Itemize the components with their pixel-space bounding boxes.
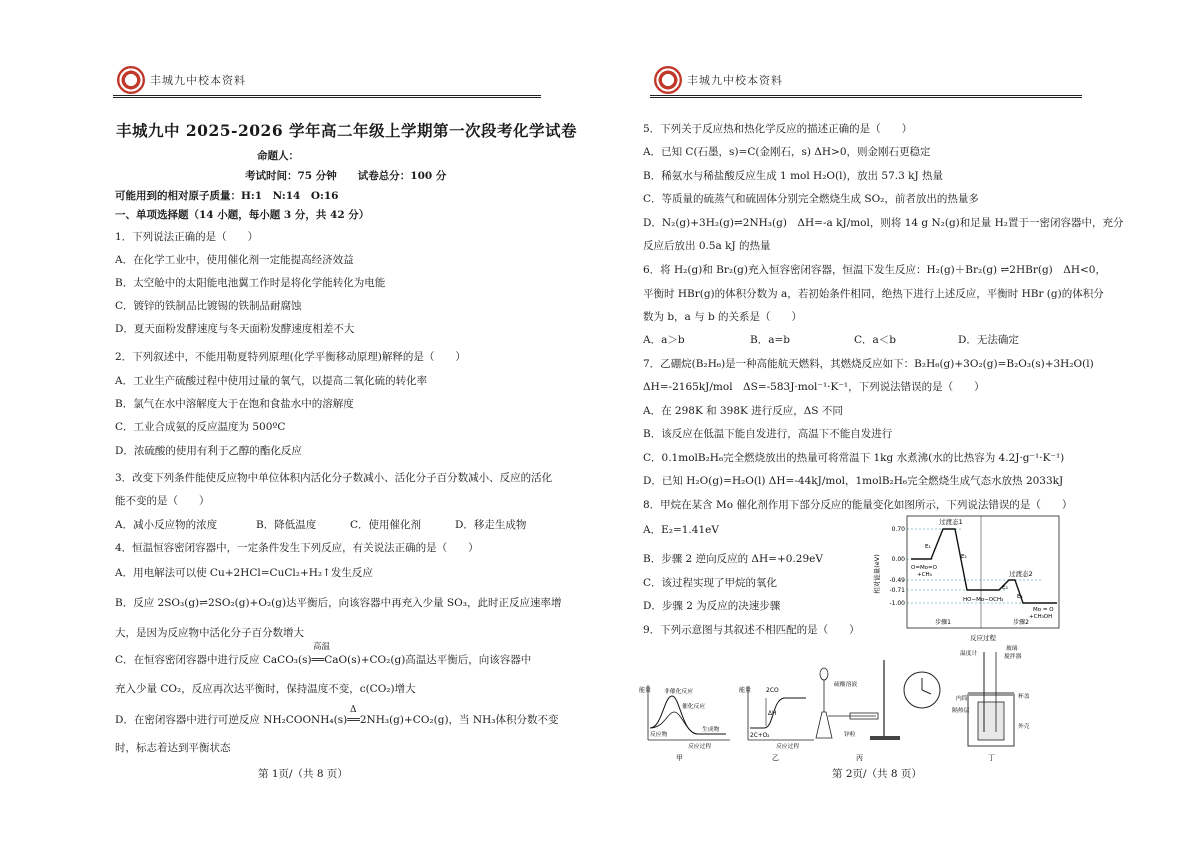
- q1-option-b: B．太空舱中的太阳能电池翼工作时是将化学能转化为电能: [115, 277, 386, 289]
- start-species-2: +CH₄: [917, 572, 932, 578]
- intermediate-species: HO−Mo−OCH₃: [963, 597, 1004, 603]
- q3-option-b: B．降低温度: [256, 519, 317, 531]
- yi-caption: 乙: [772, 754, 779, 762]
- y-tick: -1.00: [889, 600, 905, 607]
- q1-option-c: C．镀锌的铁制品比镀锡的铁制品耐腐蚀: [115, 300, 302, 312]
- acid-label: 硫酸溶液: [834, 682, 858, 688]
- q5-stem: 5．下列关于反应热和热化学反应的描述正确的是（ ）: [643, 123, 913, 135]
- header-rule: [650, 95, 1082, 98]
- school-logo-icon: [117, 66, 145, 94]
- uncatalyzed-label: 非催化反应: [664, 689, 693, 695]
- figure-yi: [736, 640, 816, 765]
- q1-stem: 1．下列说法正确的是（ ）: [115, 231, 259, 243]
- q5-option-c: C．等质量的硫蒸气和硫固体分别完全燃烧生成 SO₂，前者放出的热量多: [643, 193, 979, 205]
- q4-option-d-line2: 时，标志着达到平衡状态: [115, 742, 231, 754]
- q1-option-d: D．夏天面粉发酵速度与冬天面粉发酵速度相差不大: [115, 323, 355, 335]
- q7-option-b: B．该反应在低温下能自发进行，高温下不能自发进行: [643, 428, 893, 440]
- q8-option-c: C．该过程实现了甲烷的氧化: [643, 577, 778, 589]
- figure-jia: [634, 640, 734, 765]
- q6-line1: 6．将 H₂(g)和 Br₂(g)充入恒容密闭容器，恒温下发生反应：H₂(g)＋Br₂(g) ⇌2HBr(g) ΔH<0，: [643, 264, 1106, 276]
- y-tick: 0.70: [891, 526, 905, 533]
- q5-option-b: B．稀氨水与稀盐酸反应生成 1 mol H₂O(l)，放出 57.3 kJ 热量: [643, 170, 944, 182]
- separatory-funnel: [820, 668, 828, 680]
- q4-stem: 4．恒温恒容密闭容器中，一定条件发生下列反应，有关说法正确的是（ ）: [115, 542, 479, 554]
- q2-option-a: A．工业生产硫酸过程中使用过量的氧气，以提高二氧化硫的转化率: [115, 375, 428, 387]
- time-line: 考试时间：75 分钟 试卷总分：100 分: [245, 170, 447, 182]
- q3-stem-line1: 3．改变下列条件能使反应物中单位体积内活化分子数减小、活化分子百分数减小、反应的活化: [115, 472, 553, 484]
- end-species: Mo = O: [1033, 607, 1054, 613]
- e2-label: E₂: [961, 554, 967, 560]
- stand-base: [870, 736, 900, 740]
- thermometer-label: 温度计: [960, 651, 978, 657]
- yi-x-label: 反应过程: [776, 744, 800, 750]
- step-1-label: 步骤1: [935, 619, 951, 626]
- q6-option-c: C．a＜b: [854, 334, 897, 346]
- q4-d-condition: Δ: [350, 705, 357, 715]
- stirrer-label-1: 玻璃: [1006, 646, 1018, 652]
- yi-top-label: 2CO: [766, 687, 779, 694]
- q1-option-a: A．在化学工业中，使用催化剂一定能提高经济效益: [115, 254, 354, 266]
- transition-state-2: 过渡态2: [1009, 570, 1033, 578]
- catalyzed-label: 催化反应: [682, 704, 706, 710]
- q3-option-d: D．移走生成物: [455, 519, 527, 531]
- q4-option-d-line1: D．在密闭容器中进行可逆反应 NH₂COONH₄(s)══2NH₃(g)+CO₂(g)，当 NH₃体积分数不变: [115, 714, 559, 726]
- inner-label: 内筒: [956, 696, 968, 702]
- q4-option-b-line1: B．反应 2SO₃(g)⇌2SO₂(g)+O₂(g)达平衡后，向该容器中再充入少量 SO₃，此时正反应速率增: [115, 597, 562, 609]
- q8-stem: 8．甲烷在某含 Mo 催化剂作用下部分反应的能量变化如图所示，下列说法错误的是（ ）: [643, 499, 1073, 511]
- q7-option-a: A．在 298K 和 398K 进行反应，ΔS 不同: [643, 405, 843, 417]
- transition-state-1: 过渡态1: [939, 518, 963, 526]
- e1-label: E₁: [925, 544, 931, 550]
- yi-bottom-label: 2C+O₂: [750, 733, 770, 739]
- school-name: 丰城九中校本资料: [687, 74, 783, 87]
- page-2: [600, 0, 1200, 849]
- page-1-footer: 第 1页/（共 8 页）: [258, 768, 348, 780]
- q6-option-d: D．无法确定: [958, 334, 1019, 346]
- jia-x-label: 反应过程: [688, 744, 712, 750]
- y-axis-label: 相对能量(eV): [873, 554, 881, 594]
- bing-caption: 丙: [856, 754, 863, 762]
- reactant-label: 反应物: [650, 732, 668, 738]
- q2-stem: 2．下列叙述中，不能用勒夏特列原理(化学平衡移动原理)解释的是（ ）: [115, 351, 466, 363]
- page-header: [650, 64, 1082, 98]
- q5-option-a: A．已知 C(石墨，s)=C(金刚石，s) ΔH>0，则金刚石更稳定: [643, 146, 931, 158]
- q6-option-a: A．a＞b: [643, 334, 685, 346]
- q4-option-b-line2: 大，是因为反应物中活化分子百分数增大: [115, 627, 304, 639]
- e4-label: E₄: [1017, 594, 1023, 600]
- y-tick: 0.00: [891, 556, 905, 563]
- lid: [968, 692, 1014, 696]
- insulation-label: 隔热层: [952, 708, 970, 714]
- header-rule: [113, 95, 541, 98]
- stirrer-label-2: 搅拌器: [1004, 654, 1022, 660]
- q8-option-a: A．E₂=1.41eV: [643, 524, 719, 536]
- q9-stem: 9．下列示意图与其叙述不相匹配的是（ ）: [643, 624, 860, 636]
- figure-ding: [930, 638, 1040, 765]
- q3-option-c: C．使用催化剂: [350, 519, 422, 531]
- school-logo-icon: [654, 66, 682, 94]
- lid-label: 杯盖: [1018, 694, 1030, 700]
- q2-option-b: B．氯气在水中溶解度大于在饱和食盐水中的溶解度: [115, 398, 354, 410]
- page-2-footer: 第 2页/（共 8 页）: [832, 768, 922, 780]
- ding-caption: 丁: [988, 754, 995, 762]
- q8-option-d: D．步骤 2 为反应的决速步骤: [643, 600, 781, 612]
- author-line: 命题人：: [257, 150, 299, 162]
- q6-option-b: B．a=b: [750, 334, 790, 346]
- q7-option-c: C．0.1molB₂H₆完全燃烧放出的热量可将常温下 1kg 水煮沸(水的比热容为 4.2J·g⁻¹·K⁻¹): [643, 452, 1065, 464]
- q3-stem-line2: 能不变的是（ ）: [115, 495, 210, 507]
- step-2-label: 步骤2: [1013, 619, 1029, 626]
- section-1-heading: 一、单项选择题（14 小题，每小题 3 分，共 42 分）: [115, 209, 370, 221]
- atomic-masses: 可能用到的相对原子质量：H:1 N:14 O:16: [115, 190, 339, 202]
- x-axis-label: 反应过程: [970, 634, 996, 642]
- q3-option-a: A．减小反应物的浓度: [115, 519, 218, 531]
- q4-option-c-line2: 充入少量 CO₂，反应再次达平衡时，保持温度不变，c(CO₂)增大: [115, 683, 416, 695]
- q6-line2: 平衡时 HBr(g)的体积分数为 a，若初始条件相同，绝热下进行上述反应，平衡时 HBr (g)的体积分: [643, 288, 1104, 300]
- zinc-label: 锌粒: [844, 732, 856, 738]
- q5-option-d-line2: 反应后放出 0.5a kJ 的热量: [643, 240, 771, 252]
- q2-option-c: C．工业合成氨的反应温度为 500ºC: [115, 421, 286, 433]
- q4-c-condition: 高温: [313, 642, 331, 652]
- q7-line1: 7．乙硼烷(B₂H₆)是一种高能航天燃料，其燃烧反应如下：B₂H₆(g)+3O₂(g)=B₂O₃(s)+3H₂O(l): [643, 358, 1094, 370]
- yi-dh-label: ΔH: [768, 711, 777, 717]
- q2-option-d: D．浓硫酸的使用有利于乙醇的酯化反应: [115, 445, 302, 457]
- q5-option-d-line1: D．N₂(g)+3H₂(g)⇌2NH₃(g) ΔH=-a kJ/mol，则将 14 g N₂(g)和足量 H₂置于一密闭容器中，充分: [643, 217, 1124, 229]
- inner-cup: [978, 702, 1004, 740]
- q7-line2: ΔH=-2165kJ/mol ΔS=-583J·mol⁻¹·K⁻¹，下列说法错误的是（ ）: [643, 381, 985, 393]
- q6-line3: 数为 b，a 与 b 的关系是（ ）: [643, 311, 803, 323]
- school-name: 丰城九中校本资料: [150, 74, 246, 87]
- q7-option-d: D．已知 H₂O(g)=H₂O(l) ΔH=-44kJ/mol，1molB₂H₆完全燃烧生成气态水放热 2033kJ: [643, 475, 1064, 487]
- end-species-2: +CH₃OH: [1029, 614, 1053, 620]
- outer-label: 外壳: [1018, 724, 1030, 730]
- q4-option-c-line1: C．在恒容密闭容器中进行反应 CaCO₃(s)══CaO(s)+CO₂(g)高温达平衡后，向该容器中: [115, 654, 532, 666]
- energy-profile-diagram: [863, 510, 1063, 645]
- jia-y-label: 能量: [639, 687, 652, 694]
- exam-title: 丰城九中 2025-2026 学年高二年级上学期第一次段考化学试卷: [116, 121, 578, 140]
- page-header: [113, 64, 541, 98]
- yi-y-label: 能量: [739, 687, 752, 694]
- y-tick: -0.49: [889, 577, 905, 584]
- q4-option-a: A．用电解法可以使 Cu+2HCl=CuCl₂+H₂↑发生反应: [115, 567, 373, 579]
- q8-option-b: B．步骤 2 逆向反应的 ΔH=+0.29eV: [643, 553, 823, 565]
- product-label: 生成物: [702, 727, 720, 733]
- e3-label: E₃: [1002, 585, 1008, 591]
- y-tick: -0.71: [889, 587, 905, 594]
- jia-caption: 甲: [676, 754, 683, 762]
- start-species: O=Mo=O: [911, 565, 937, 571]
